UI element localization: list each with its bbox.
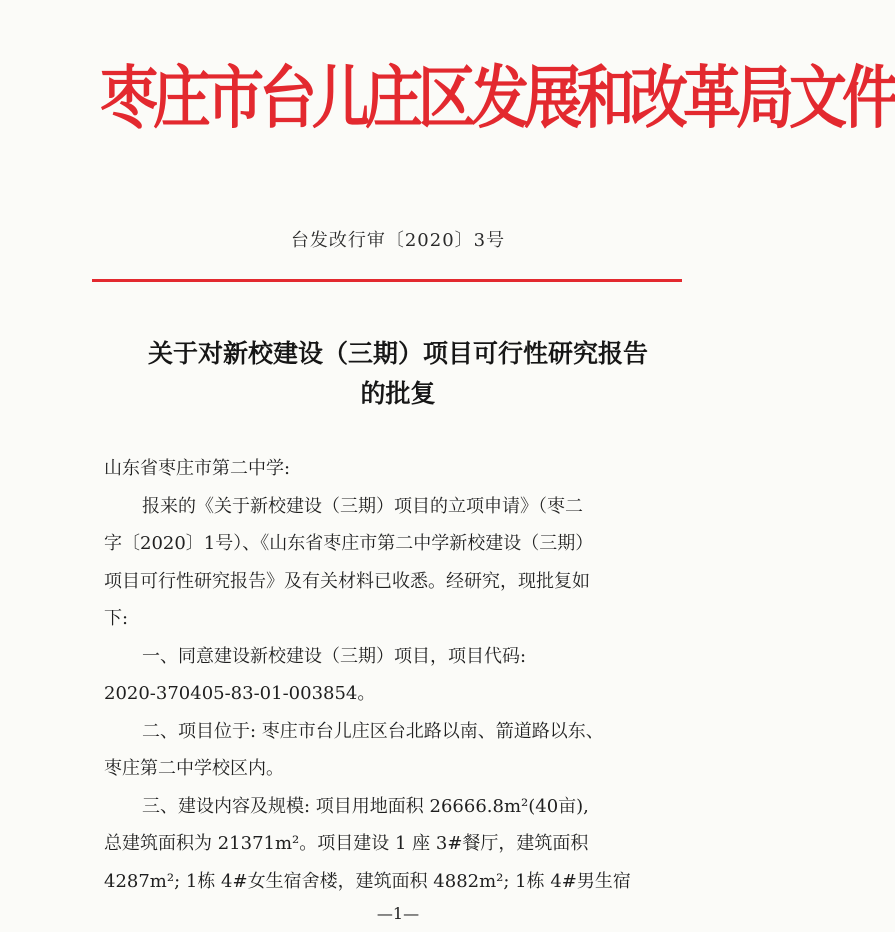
red-divider-line (92, 279, 682, 282)
paragraph-2-line-1: 一、同意建设新校建设（三期）项目，项目代码: (142, 645, 527, 667)
paragraph-1-line-1: 报来的《关于新校建设（三期）项目的立项申请》（枣二 (142, 495, 583, 517)
paragraph-3-line-2: 枣庄第二中学校区内。 (104, 758, 284, 779)
paragraph-4-line-3: 4287m²; 1栋 4#女生宿舍楼，建筑面积 4882m²; 1栋 4#男生宿 (104, 870, 631, 892)
issuing-authority-header: 枣庄市台儿庄区发展和改革局文件 (100, 57, 895, 139)
document-number: 台发改行审〔2020〕3号 (290, 230, 506, 251)
title-line-2: 的批复 (360, 379, 436, 408)
paragraph-4-line-1: 三、建设内容及规模: 项目用地面积 26666.8m²(40亩), (142, 795, 589, 817)
paragraph-4-line-2: 总建筑面积为 21371m²。项目建设 1 座 3#餐厅，建筑面积 (104, 833, 589, 854)
paragraph-2-line-2: 2020-370405-83-01-003854。 (104, 683, 376, 704)
paragraph-3-line-1: 二、项目位于: 枣庄市台儿庄区台北路以南、箭道路以东、 (142, 720, 604, 742)
paragraph-1-line-2: 字〔2020〕1号）、《山东省枣庄市第二中学新校建设（三期） (104, 533, 594, 554)
document-title (60, 334, 736, 414)
paragraph-1-line-3: 项目可行性研究报告》及有关材料已收悉。经研究，现批复如 (104, 570, 590, 592)
title-line-1: 关于对新校建设（三期）项目可行性研究报告 (147, 339, 648, 368)
salutation: 山东省枣庄市第二中学: (104, 458, 291, 479)
paragraph-1-line-4: 下: (104, 608, 129, 629)
page-number: —1— (376, 904, 420, 923)
document-body (104, 450, 679, 900)
